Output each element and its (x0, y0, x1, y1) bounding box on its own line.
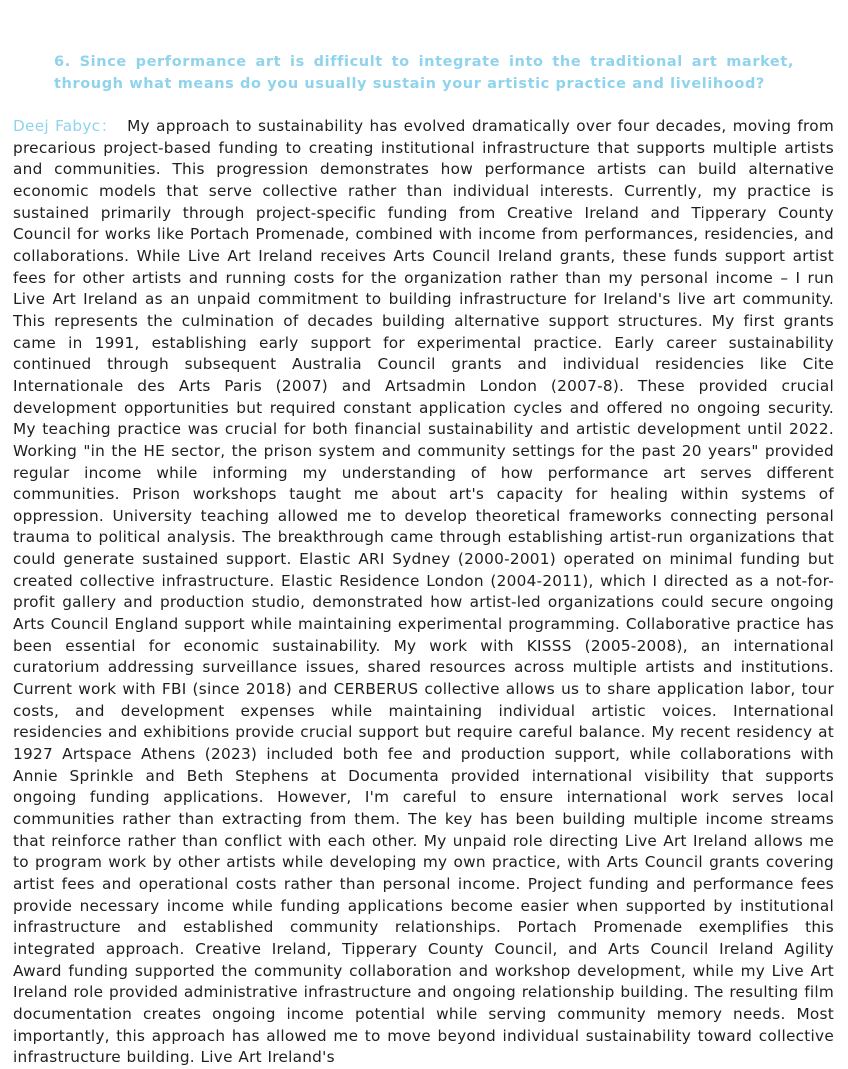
interview-answer (13, 116, 834, 1069)
answer-text: My approach to sustainability has evolved dramatically over four decades, moving from precarious project-based funding to creating institutional infrastructure that supports multiple artists and communities. This progression demonstrates how performance artists can build alternative economic models that serve collective rather than individual interests. Currently, my practice is sustained primarily through project-specific funding from Creative Ireland and Tipperary County Council for works like Portach Promenade, combined with income from performances, residencies, and collaborations. While Live Art Ireland receives Arts Council Ireland grants, these funds support artist fees for other artists and running costs for the organization rather than my personal income – I run Live Art Ireland as an unpaid commitment to building infrastructure for Ireland's live art community. This represents the culmination of decades building alternative support structures. My first grants came in 1991, establishing early support for experimental practice. Early career sustainability continued through subsequent Australia Council grants and individual residencies like Cite Internationale des Arts Paris (2007) and Artsadmin London (2007-8). These provided crucial development opportunities but required constant application cycles and offered no ongoing security. My teaching practice was crucial for both financial sustainability and artistic development until 2022. Working "in the HE sector, the prison system and community settings for the past 20 years" provided regular income while informing my understanding of how performance art serves different communities. Prison workshops taught me about art's capacity for healing within systems of oppression. University teaching allowed me to develop theoretical frameworks connecting personal trauma to political analysis. The breakthrough came through establishing artist-run organizations that could generate sustained support. Elastic ARI Sydney (2000-2001) operated on minimal funding but created collective infrastructure. Elastic Residence London (2004-2011), which I directed as a not-for-profit gallery and production studio, demonstrated how artist-led organizations could secure ongoing Arts Council England support while maintaining experimental programming. Collaborative practice has been essential for economic sustainability. My work with KISSS (2005-2008), an international curatorium addressing surveillance issues, shared resources across multiple artists and institutions. Current work with FBI (since 2018) and CERBERUS collective allows us to share application labor, tour costs, and development expenses while maintaining individual artistic voices. International residencies and exhibitions provide crucial support but require careful balance. My recent residency at 1927 Artspace Athens (2023) included both fee and production support, while collaborations with Annie Sprinkle and Beth Stephens at Documenta provided international visibility that supports ongoing funding applications. However, I'm careful to ensure international work serves local communities rather than extracting from them. The key has been building multiple income streams that reinforce rather than conflict with each other. My unpaid role directing Live Art Ireland allows me to program work by other artists while developing my own practice, with Arts Council grants covering artist fees and operational costs rather than personal income. Project funding and performance fees provide necessary income while funding applications become easier when supported by institutional infrastructure and established community relationships. Portach Promenade exemplifies this integrated approach. Creative Ireland, Tipperary County Council, and Arts Council Ireland Agility Award funding supported the community collaboration and workshop development, while my Live Art Ireland role provided administrative infrastructure and ongoing relationship building. The resulting film documentation creates ongoing income potential while serving community memory needs. Most importantly, this approach has allowed me to move beyond individual sustainability toward collective infrastructure building. Live Art Ireland's (13, 117, 834, 1067)
interview-question: 6. Since performance art is difficult to integrate into the traditional art market, through what means do you usually sustain your artistic practice and livelihood? (54, 54, 794, 92)
speaker-name: Deej Fabyc： (13, 117, 118, 135)
